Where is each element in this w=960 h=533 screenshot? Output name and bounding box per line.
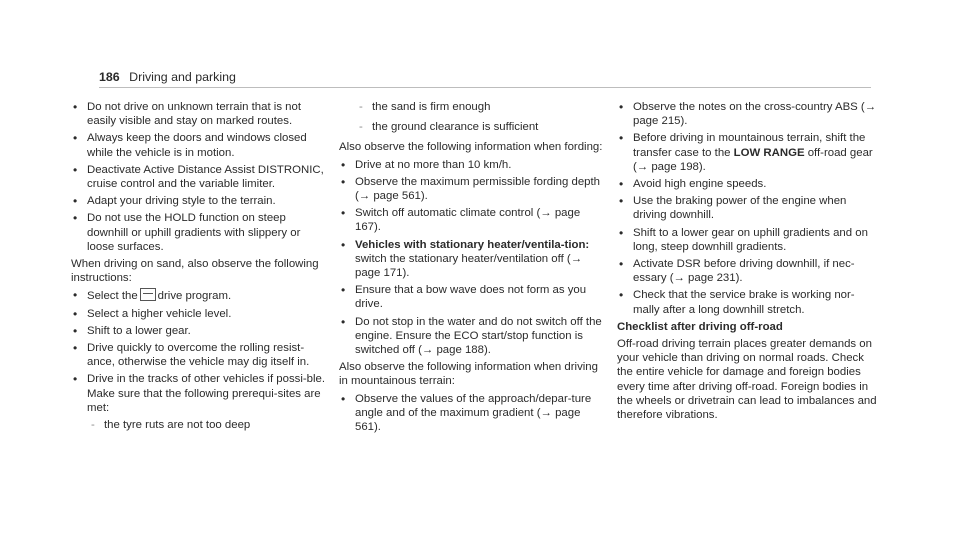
list-item: • Always keep the doors and windows closed while the vehicle is in motion. (71, 131, 329, 159)
list-item: • Ensure that a bow wave does not form as you drive. (339, 283, 607, 311)
bullet-list (339, 158, 607, 358)
header-rule (99, 87, 871, 88)
list-item: • Drive in the tracks of other vehicles if possi-ble. Make sure that the following prerequi-sites are met: (71, 372, 329, 415)
list-item: • Do not use the HOLD function on steep downhill or uphill gradients with slippery or loose surfaces. (71, 211, 329, 254)
list-item: • Select a higher vehicle level. (71, 307, 329, 321)
list-item: • Observe the maximum permissible fording depth (→ page 561). (339, 175, 607, 203)
dash-item: - the tyre ruts are not too deep (88, 418, 329, 432)
list-item: • Activate DSR before driving downhill, if nec-essary (→ page 231). (617, 257, 879, 285)
list-item: • Do not drive on unknown terrain that is not easily visible and stay on marked routes. (71, 100, 329, 128)
sand-mode-icon (140, 288, 156, 301)
bullet-list (339, 392, 607, 435)
column-1 (71, 100, 329, 438)
bullet-list (617, 100, 879, 317)
column-3 (617, 100, 879, 425)
list-item: • Use the braking power of the engine when driving downhill. (617, 194, 879, 222)
list-item: • Observe the values of the approach/depar-ture angle and of the maximum gradient (→ page 561). (339, 392, 607, 435)
shift-text-post: off-road gear (→ page 198). (633, 146, 873, 173)
list-item: • Shift to a lower gear on uphill gradients and on long, steep downhill gradients. (617, 226, 879, 254)
list-item: • Do not stop in the water and do not switch off the engine. Ensure the ECO start/stop function is switched off (→ page 188). (339, 315, 607, 358)
low-range-label: LOW RANGE (733, 146, 805, 159)
list-item (71, 288, 329, 303)
list-item: • Adapt your driving style to the terrain. (71, 194, 329, 208)
checklist-text: Off-road driving terrain places greater demands on your vehicle than driving on normal roads. Check the entire vehicle for damage and foreign bodies every time after driving off-road. Foreign bodies in the wheels or drivetrain can lead to imbalances and therefore vibrations. (617, 338, 877, 422)
bullet-list (71, 288, 329, 415)
column-2 (339, 100, 607, 437)
select-text-post: drive program. (157, 290, 232, 303)
list-item: • Deactivate Active Distance Assist DISTRONIC, cruise control and the variable limiter. (71, 163, 329, 191)
bullet-list (71, 100, 329, 254)
page-number: 186 (99, 70, 120, 84)
sand-intro: When driving on sand, also observe the following instructions: (71, 258, 319, 285)
list-item: • Switch off automatic climate control (→ page 167). (339, 206, 607, 234)
dash-list (356, 100, 607, 134)
list-item (339, 238, 607, 281)
select-text-pre: Select the (87, 290, 138, 303)
page-header (99, 70, 236, 84)
dash-item: - the sand is firm enough (356, 100, 607, 114)
list-item: • Drive quickly to overcome the rolling resist-ance, otherwise the vehicle may dig itself in. (71, 341, 329, 369)
heater-bold-label: Vehicles with stationary heater/ventila-tion: (355, 238, 590, 251)
shift-text-pre: Before driving in mountainous terrain, shift the transfer case to the (633, 132, 866, 159)
list-item: • Check that the service brake is working nor-mally after a long downhill stretch. (617, 288, 879, 316)
heater-text: switch the stationary heater/ventilation off (→ page 171). (355, 252, 583, 280)
mountain-intro: Also observe the following information when driving in mountainous terrain: (339, 361, 598, 388)
dash-item: - the ground clearance is sufficient (356, 120, 607, 134)
checklist-heading: Checklist after driving off-road (617, 320, 783, 333)
fording-intro: Also observe the following information when fording: (339, 141, 603, 154)
list-item: • Drive at no more than 10 km/h. (339, 158, 607, 172)
list-item: • Observe the notes on the cross-country ABS (→ page 215). (617, 100, 879, 128)
page-title: Driving and parking (129, 70, 236, 84)
list-item: • Avoid high engine speeds. (617, 177, 879, 191)
list-item: • Shift to a lower gear. (71, 324, 329, 338)
dash-list (88, 418, 329, 432)
list-item (617, 131, 879, 174)
